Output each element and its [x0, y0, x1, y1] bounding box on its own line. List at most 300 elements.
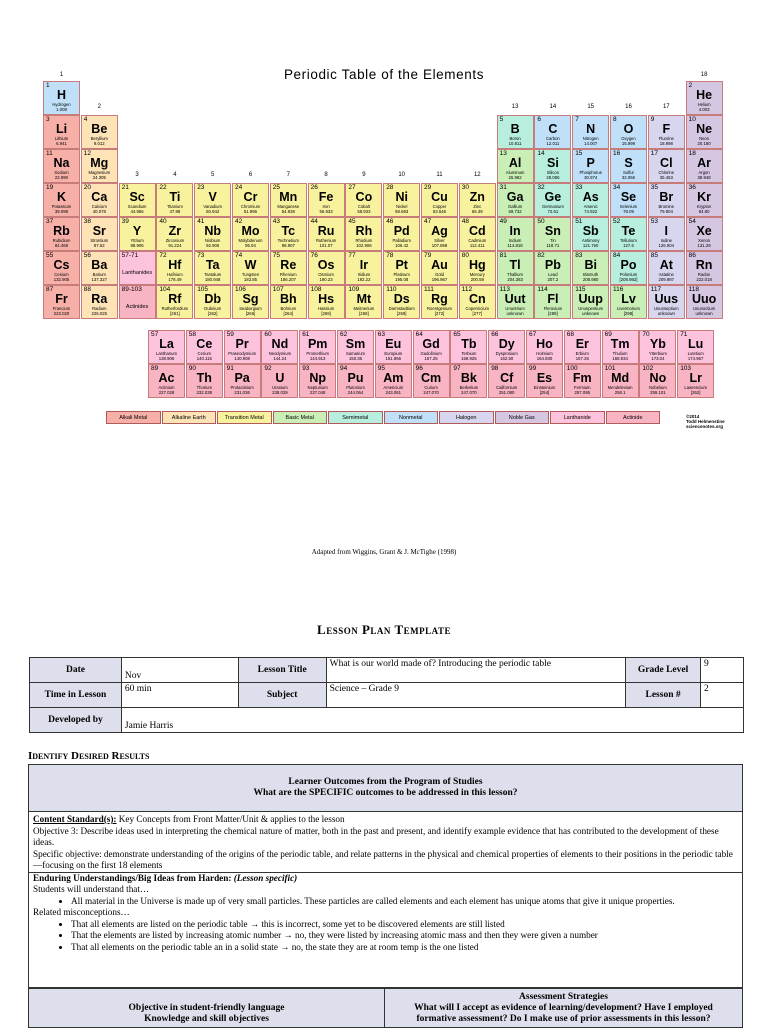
element-no: [639, 364, 676, 398]
element-symbol: Rf: [168, 292, 182, 306]
element-symbol: Rb: [53, 224, 70, 238]
element-symbol: Cn: [468, 292, 486, 306]
atomic-mass: 243.061: [385, 390, 402, 395]
element-symbol: Os: [317, 258, 335, 272]
element-au: [421, 251, 458, 285]
atomic-number: 82: [537, 252, 545, 259]
element-symbol: W: [244, 258, 257, 272]
objective-3: Objective 3: Describe ideas used in interpreting the chemical nature of matter, both in the past and present, and identify example evidence that has contributed to the development of these ideas.: [33, 825, 719, 847]
legend-item: Semimetal: [328, 411, 383, 424]
time-value[interactable]: 60 min: [121, 683, 238, 708]
atomic-mass: 55.933: [319, 209, 333, 214]
lesson-title-label: Lesson Title: [238, 658, 326, 683]
enduring-label: Enduring Understandings/Big Ideas from Harden:: [33, 872, 234, 883]
element-name: Tungsten: [241, 272, 260, 277]
element-name: Calcium: [91, 204, 107, 209]
element-name: Livermorium: [616, 306, 641, 311]
atomic-mass: 65.39: [471, 209, 483, 214]
element-symbol: Lv: [621, 292, 636, 306]
element-symbol: He: [696, 88, 713, 102]
students-understand: Students will understand that…: [33, 884, 150, 894]
element-yb: [639, 330, 676, 364]
atomic-mass: 257.095: [574, 390, 591, 395]
element-ds: [383, 285, 420, 319]
lesson-title-value[interactable]: What is our world made of? Introducing the periodic table: [326, 658, 626, 683]
misconceptions-list: [33, 919, 738, 954]
element-name: Nickel: [395, 204, 408, 209]
atomic-mass: 112.411: [469, 243, 485, 248]
element-name: Helium: [697, 102, 711, 107]
atomic-number: 84: [613, 252, 621, 259]
atomic-mass: 127.6: [623, 243, 634, 248]
element-symbol: Pu: [347, 371, 364, 385]
element-name: Ytterbium: [648, 351, 667, 356]
atomic-number: 70: [642, 331, 650, 338]
element-dy: [488, 330, 525, 364]
element-name: Mendelevium: [607, 385, 633, 390]
element-cu: [421, 183, 458, 217]
atomic-mass: [264]: [283, 311, 294, 316]
element-name: Vanadium: [203, 204, 222, 209]
element-name: Barium: [92, 272, 106, 277]
element-bi: [572, 251, 609, 285]
element-ne: [686, 115, 723, 149]
element-symbol: Sb: [582, 224, 599, 238]
atomic-number: 66: [491, 331, 499, 338]
atomic-mass: unknown: [582, 311, 600, 316]
atomic-number: 59: [226, 331, 234, 338]
atomic-number: 32: [537, 184, 545, 191]
element-name: Gold: [435, 272, 444, 277]
element-name: Terbium: [461, 351, 477, 356]
group-number: 7: [286, 172, 290, 178]
atomic-mass: 92.906: [206, 243, 220, 248]
atomic-number: 5: [499, 116, 504, 123]
element-symbol: Ta: [205, 258, 220, 272]
atomic-mass: 238.029: [272, 390, 288, 395]
element-u: [261, 364, 298, 398]
element-symbol: Br: [659, 190, 674, 204]
element-s: [610, 149, 647, 183]
element-symbol: Zn: [469, 190, 485, 204]
legend-item: Noble Gas: [495, 411, 550, 424]
atomic-mass: [208.982]: [619, 277, 638, 282]
element-kr: [686, 183, 723, 217]
element-symbol: Es: [536, 371, 553, 385]
element-symbol: Ra: [91, 292, 108, 306]
atomic-number: 68: [566, 331, 575, 338]
group-number: 6: [248, 172, 253, 178]
atomic-mass: 226.025: [91, 311, 108, 316]
group-number: 15: [587, 104, 595, 110]
element-name: Bohrium: [280, 306, 297, 311]
atomic-mass: 237.048: [309, 390, 326, 395]
atomic-mass: 244.064: [347, 390, 364, 395]
element-symbol: Pa: [234, 371, 250, 385]
element-f: [648, 115, 685, 149]
atomic-number: 104: [159, 286, 171, 293]
element-he: [686, 81, 723, 115]
element-uuo: [686, 285, 723, 319]
legend-item: Alkaline Earth: [162, 411, 217, 424]
element-symbol: Ni: [395, 190, 408, 204]
atomic-number: 109: [348, 286, 360, 293]
atomic-mass: 157.25: [424, 356, 438, 361]
atomic-mass: 151.966: [385, 356, 402, 361]
element-name: Osmium: [318, 272, 334, 277]
atomic-mass: 88.906: [130, 243, 144, 248]
element-symbol: Ge: [544, 190, 562, 204]
element-md: [602, 364, 639, 398]
element-name: Promethium: [306, 351, 329, 356]
element-br: [648, 183, 685, 217]
atomic-number: 25: [272, 184, 281, 191]
element-name: Roentgenium: [427, 306, 452, 311]
atomic-number: 6: [537, 116, 542, 123]
element-name: Rutherfordium: [161, 306, 189, 311]
element-symbol: Nb: [204, 224, 222, 238]
legend-item: Transition Metal: [217, 411, 272, 424]
atomic-mass: 18.998: [659, 141, 673, 146]
element-name: Meitnerium: [353, 306, 375, 311]
element-symbol: Al: [508, 156, 522, 170]
element-symbol: Cs: [53, 258, 70, 272]
atomic-mass: [298]: [623, 311, 634, 316]
element-symbol: Bi: [584, 258, 597, 272]
element-name: Ununtrium: [505, 306, 525, 311]
element-name: Bismuth: [583, 272, 599, 277]
atomic-number: 51: [575, 218, 583, 225]
element-ar: [686, 149, 723, 183]
element-symbol: Sc: [129, 190, 145, 204]
atomic-number: 85: [650, 252, 659, 259]
element-name: Zirconium: [165, 238, 185, 243]
atomic-mass: 251.080: [498, 390, 515, 395]
atomic-number: 113: [499, 286, 510, 293]
element-name: Thulium: [612, 351, 628, 356]
element-name: Lutetium: [687, 351, 704, 356]
element-pm: [299, 330, 336, 364]
element-symbol: V: [208, 190, 217, 204]
element-symbol: Pm: [307, 337, 328, 351]
element-name: Nitrogen: [582, 136, 599, 141]
element-symbol: Ca: [91, 190, 108, 204]
atomic-mass: 231.036: [234, 390, 250, 395]
element-cd: [459, 217, 496, 251]
element-symbol: O: [623, 122, 634, 136]
content-standards-box: [28, 812, 743, 988]
atomic-mass: unknown: [506, 311, 524, 316]
atomic-mass: 44.956: [130, 209, 144, 214]
element-name: Chromium: [240, 204, 261, 209]
element-tb: [450, 330, 487, 364]
atomic-number: 74: [235, 252, 243, 259]
element-sg: [232, 285, 269, 319]
element-name: Copernicium: [465, 306, 490, 311]
atomic-mass: 247.070: [423, 390, 439, 395]
element-symbol: Ds: [393, 292, 410, 306]
atomic-mass: 204.383: [507, 277, 523, 282]
atomic-mass: 140.908: [234, 356, 250, 361]
element-na: [43, 149, 80, 183]
element-symbol: K: [56, 190, 67, 204]
element-ru: [308, 217, 345, 251]
element-ac: [148, 364, 185, 398]
credit-line: Todd Helmenstine: [686, 419, 725, 424]
element-symbol: B: [510, 122, 520, 136]
atomic-mass: 178.49: [168, 277, 182, 282]
element-ag: [421, 217, 458, 251]
atomic-mass: 50.942: [206, 209, 220, 214]
element-name: Chlorine: [658, 170, 675, 175]
atomic-mass: 58.693: [395, 209, 409, 214]
atomic-number: 112: [461, 286, 473, 293]
developed-by-label: Developed by: [30, 708, 122, 733]
element-name: Cerium: [197, 351, 212, 356]
atomic-number: 110: [386, 286, 397, 293]
element-name: Molybdenum: [238, 238, 263, 243]
element-uut: [497, 285, 534, 319]
atomic-mass: 9.012: [93, 141, 105, 146]
atomic-mass: 32.066: [621, 175, 636, 180]
atomic-number: 67: [529, 331, 537, 338]
element-name: Hydrogen: [52, 102, 71, 107]
atomic-mass: 39.098: [54, 209, 69, 214]
date-value[interactable]: Nov: [121, 658, 238, 683]
atomic-number: 26: [310, 184, 318, 191]
atomic-number: 9: [650, 116, 655, 123]
group-number: 14: [549, 104, 557, 110]
element-la: [148, 330, 185, 364]
legend-item: Alkali Metal: [106, 411, 161, 424]
element-symbol: P: [586, 156, 595, 170]
element-k: [43, 183, 80, 217]
element-np: [299, 364, 336, 398]
element-fl: [534, 285, 571, 319]
element-symbol: Ag: [431, 224, 448, 238]
legend-item: Nonmetal: [384, 411, 439, 424]
element-pr: [224, 330, 261, 364]
atomic-number: 115: [575, 286, 586, 293]
atomic-number: 21: [121, 184, 129, 191]
subject-value[interactable]: Science – Grade 9: [326, 683, 626, 708]
atomic-mass: 101.07: [319, 243, 333, 248]
element-symbol: Ne: [696, 122, 713, 136]
element-cl: [648, 149, 685, 183]
element-lu: [677, 330, 714, 364]
element-ge: [534, 183, 571, 217]
element-symbol: Lanthanides: [122, 270, 153, 276]
atomic-mass: 20.180: [697, 141, 711, 146]
element-name: Curium: [424, 385, 438, 390]
outcomes-question: What are the SPECIFIC outcomes to be addressed in this lesson?: [253, 788, 518, 798]
atomic-number: 20: [83, 184, 92, 191]
atomic-number: 13: [499, 150, 507, 157]
element-symbol: Th: [196, 371, 212, 385]
element-al: [497, 149, 534, 183]
atomic-mass: 207.2: [547, 277, 559, 282]
lesson-number-label: Lesson #: [626, 683, 701, 708]
legend-item: Lanthanide: [550, 411, 605, 424]
element-symbol: Yb: [649, 337, 666, 351]
element-name: Hafnium: [167, 272, 183, 277]
element-symbol: Sn: [544, 224, 561, 238]
element-name: Rhenium: [279, 272, 297, 277]
element-symbol: Pt: [395, 258, 408, 272]
element-name: Hassium: [317, 306, 335, 311]
atomic-number: 50: [537, 218, 545, 225]
atomic-number: 49: [499, 218, 507, 225]
element-symbol: Rg: [431, 292, 448, 306]
credit-line: sciencenotes.org: [686, 424, 724, 429]
element-fe: [308, 183, 345, 217]
element-ra: [81, 285, 118, 319]
element-db: [194, 285, 231, 319]
element-symbol: Cr: [243, 190, 258, 204]
atomic-number: 69: [604, 331, 612, 338]
element-i: [648, 217, 685, 251]
element-symbol: Fr: [55, 292, 68, 306]
element-pa: [224, 364, 261, 398]
specific-objective: Specific objective: demonstrate understanding of the origins of the periodic table, and relate patterns in the physical and chemical properties of elements to their positions in the periodic table—focusing on the first 18 elements: [33, 848, 733, 870]
lesson-number-value[interactable]: 2: [701, 683, 744, 708]
atomic-number: 40: [159, 218, 167, 225]
element-cs: [43, 251, 80, 285]
element-zn: [459, 183, 496, 217]
element-name: Ununseptium: [653, 306, 679, 311]
element-name: Carbon: [546, 136, 560, 141]
element-name: Magnesium: [88, 170, 111, 175]
atomic-number: 61: [302, 331, 310, 338]
element-symbol: Pb: [544, 258, 561, 272]
element-lv: [610, 285, 647, 319]
element-symbol: Ba: [91, 258, 108, 272]
atomic-mass: 118.71: [546, 243, 560, 248]
time-label: Time in Lesson: [30, 683, 122, 708]
developed-by-value[interactable]: Jamie Harris: [121, 708, 743, 733]
atomic-mass: 22.990: [54, 175, 69, 180]
atomic-number: 19: [46, 184, 54, 191]
element-os: [308, 251, 345, 285]
atomic-number: 114: [537, 286, 548, 293]
element-cf: [488, 364, 525, 398]
element-symbol: At: [659, 258, 673, 272]
atomic-number: 103: [680, 365, 692, 372]
element-eu: [375, 330, 412, 364]
misconception-item: • That all elements on the periodic table an in a solid state → no, the state they are at room temp is the one listed: [71, 942, 738, 954]
element-symbol: Ce: [196, 337, 213, 351]
element-pb: [534, 251, 571, 285]
element-symbol: Rh: [355, 224, 373, 238]
element-symbol: Fm: [572, 371, 592, 385]
element-symbol: Li: [55, 122, 68, 136]
atomic-number: 45: [348, 218, 356, 225]
element-name: Praseodymium: [228, 351, 257, 356]
atomic-mass: 258.1: [614, 390, 626, 395]
element-rh: [345, 217, 382, 251]
element-name: Protactinium: [230, 385, 254, 390]
element-name: Germanium: [541, 204, 564, 209]
element-name: Einsteinium: [533, 385, 556, 390]
atomic-number: 47: [424, 218, 432, 225]
element-name: Uranium: [271, 385, 288, 390]
element-y: [119, 217, 156, 251]
atomic-mass: 196.967: [431, 277, 448, 282]
atomic-mass: 232.038: [196, 390, 213, 395]
atomic-mass: 84.80: [698, 209, 710, 214]
element-symbol: In: [509, 224, 521, 238]
element-symbol: Er: [575, 337, 589, 351]
atomic-number: 36: [688, 184, 696, 191]
element-name: Neon: [699, 136, 710, 141]
atomic-number: 24: [235, 184, 243, 191]
element-symbol: Ac: [158, 371, 175, 385]
element-te: [610, 217, 647, 251]
element-symbol: Tc: [281, 224, 296, 238]
atomic-mass: 35.453: [659, 175, 673, 180]
element-symbol: Fl: [547, 292, 559, 306]
atomic-mass: 137.327: [91, 277, 108, 282]
element-xe: [686, 217, 723, 251]
element-symbol: Db: [204, 292, 222, 306]
element-name: Xenon: [698, 238, 711, 243]
element-name: Dubnium: [204, 306, 222, 311]
element-name: Plutonium: [346, 385, 365, 390]
atomic-number: 97: [453, 365, 461, 372]
atomic-number: 55: [46, 252, 54, 259]
element-th: [186, 364, 223, 398]
assessment-header-line: What will I accept as evidence of learning/development? Have I employed: [414, 1003, 713, 1013]
atomic-mass: 30.974: [584, 175, 598, 180]
element-bh: [270, 285, 307, 319]
atomic-mass: 144.24: [273, 356, 287, 361]
element-symbol: N: [586, 122, 596, 136]
element-name: Rhodium: [355, 238, 373, 243]
element-name: Aluminum: [505, 170, 525, 175]
element-symbol: Uut: [504, 292, 526, 306]
desired-results-heading: Identify Desired Results: [28, 750, 150, 762]
group-number: 9: [362, 172, 366, 178]
objective-header: [29, 989, 385, 1027]
atomic-mass: [289]: [548, 311, 558, 316]
adapted-note: Adapted from Wiggins, Grant & J. McTighe (1998): [311, 548, 457, 556]
element-ga: [497, 183, 534, 217]
element-name: Potassium: [51, 204, 72, 209]
element-name: Lawrencium: [684, 385, 707, 390]
assessment-header-line: formative assessment? Do I make use of prior assessments in this lesson?: [416, 1014, 711, 1024]
element-symbol: No: [649, 371, 667, 385]
atomic-mass: 223.020: [53, 311, 70, 316]
atomic-mass: 15.999: [621, 141, 636, 146]
group-number: 5: [211, 172, 215, 178]
group-number: 2: [97, 104, 101, 110]
understanding-item: • All material in the Universe is made up of very small particles. These particles are called elements and each element has unique atoms that give it unique properties.: [71, 896, 738, 908]
element-symbol: Sg: [242, 292, 259, 306]
grade-level-value[interactable]: 9: [701, 658, 744, 683]
credit-line: ©2014: [686, 414, 700, 419]
atomic-mass: 10.811: [508, 141, 522, 146]
element-name: Nobelium: [649, 385, 667, 390]
element-name: Polonium: [619, 272, 638, 277]
element-symbol: Kr: [697, 190, 712, 204]
element-name: Neptunium: [307, 385, 328, 390]
atomic-mass: 51.996: [243, 209, 258, 214]
atomic-number: 111: [424, 286, 434, 293]
element-symbol: Cd: [468, 224, 486, 238]
atomic-number: 4: [83, 116, 88, 123]
atomic-number: 99: [529, 365, 537, 372]
atomic-number: 29: [424, 184, 432, 191]
